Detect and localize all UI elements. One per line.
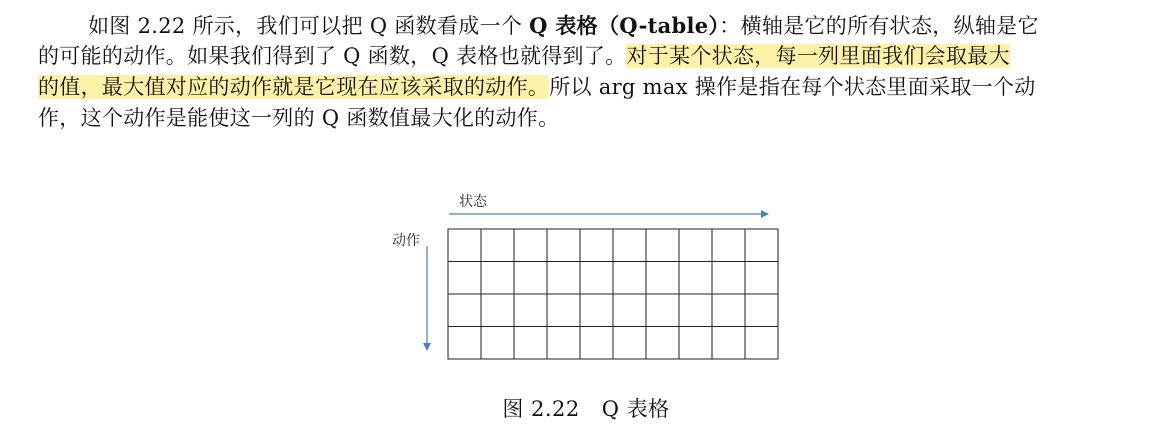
table-cell bbox=[679, 294, 712, 327]
table-cell bbox=[613, 229, 646, 262]
table-cell bbox=[745, 262, 778, 295]
table-cell bbox=[547, 294, 580, 327]
table-cell bbox=[481, 262, 514, 295]
table-cell bbox=[481, 294, 514, 327]
line-1-text-a: 如图 2.22 所示，我们可以把 Q 函数看成一个 bbox=[88, 14, 530, 38]
table-cell bbox=[448, 327, 481, 360]
table-cell bbox=[514, 327, 547, 360]
table-cell bbox=[679, 229, 712, 262]
table-cell bbox=[547, 327, 580, 360]
line-2-text: 的可能的动作。如果我们得到了 Q 函数，Q 表格也就得到了。 bbox=[38, 44, 627, 68]
highlighted-text-1: 对于某个状态，每一列里面我们会取最大 bbox=[626, 44, 1010, 68]
caption-number: 图 2.22 bbox=[502, 397, 580, 421]
table-cell bbox=[580, 262, 613, 295]
table-cell bbox=[448, 229, 481, 262]
table-cell bbox=[448, 294, 481, 327]
table-cell bbox=[745, 229, 778, 262]
table-cell bbox=[580, 294, 613, 327]
table-cell bbox=[712, 262, 745, 295]
table-cell bbox=[547, 262, 580, 295]
table-cell bbox=[547, 229, 580, 262]
table-cell bbox=[646, 327, 679, 360]
table-cell bbox=[646, 229, 679, 262]
highlighted-text-2: 的值，最大值对应的动作就是它现在应该采取的动作。 bbox=[38, 75, 550, 99]
caption-title: Q 表格 bbox=[601, 397, 670, 421]
q-table-grid bbox=[448, 229, 778, 359]
table-cell bbox=[514, 262, 547, 295]
table-cell bbox=[514, 229, 547, 262]
table-cell bbox=[745, 327, 778, 360]
table-cell bbox=[580, 327, 613, 360]
q-table-term: Q 表格（Q-table） bbox=[529, 13, 720, 38]
table-cell bbox=[448, 262, 481, 295]
figure-caption bbox=[0, 393, 1172, 423]
table-cell bbox=[712, 294, 745, 327]
table-cell bbox=[613, 294, 646, 327]
table-cell bbox=[745, 294, 778, 327]
x-axis-label: 状态 bbox=[459, 194, 487, 210]
table-cell bbox=[481, 327, 514, 360]
table-cell bbox=[613, 327, 646, 360]
table-cell bbox=[646, 262, 679, 295]
table-cell bbox=[679, 262, 712, 295]
line-1-text-b: ：横轴是它的所有状态，纵轴是它 bbox=[719, 14, 1039, 38]
table-cell bbox=[712, 327, 745, 360]
line-3-text: 所以 arg max 操作是指在每个状态里面采取一个动 bbox=[549, 75, 1036, 99]
table-cell bbox=[514, 294, 547, 327]
table-cell bbox=[712, 229, 745, 262]
table-cell bbox=[679, 327, 712, 360]
table-cell bbox=[481, 229, 514, 262]
table-cell bbox=[613, 262, 646, 295]
line-4-text: 作，这个动作是能使这一列的 Q 函数值最大化的动作。 bbox=[38, 106, 560, 130]
y-axis-label: 动作 bbox=[392, 233, 420, 249]
table-cell bbox=[580, 229, 613, 262]
table-cell bbox=[646, 294, 679, 327]
